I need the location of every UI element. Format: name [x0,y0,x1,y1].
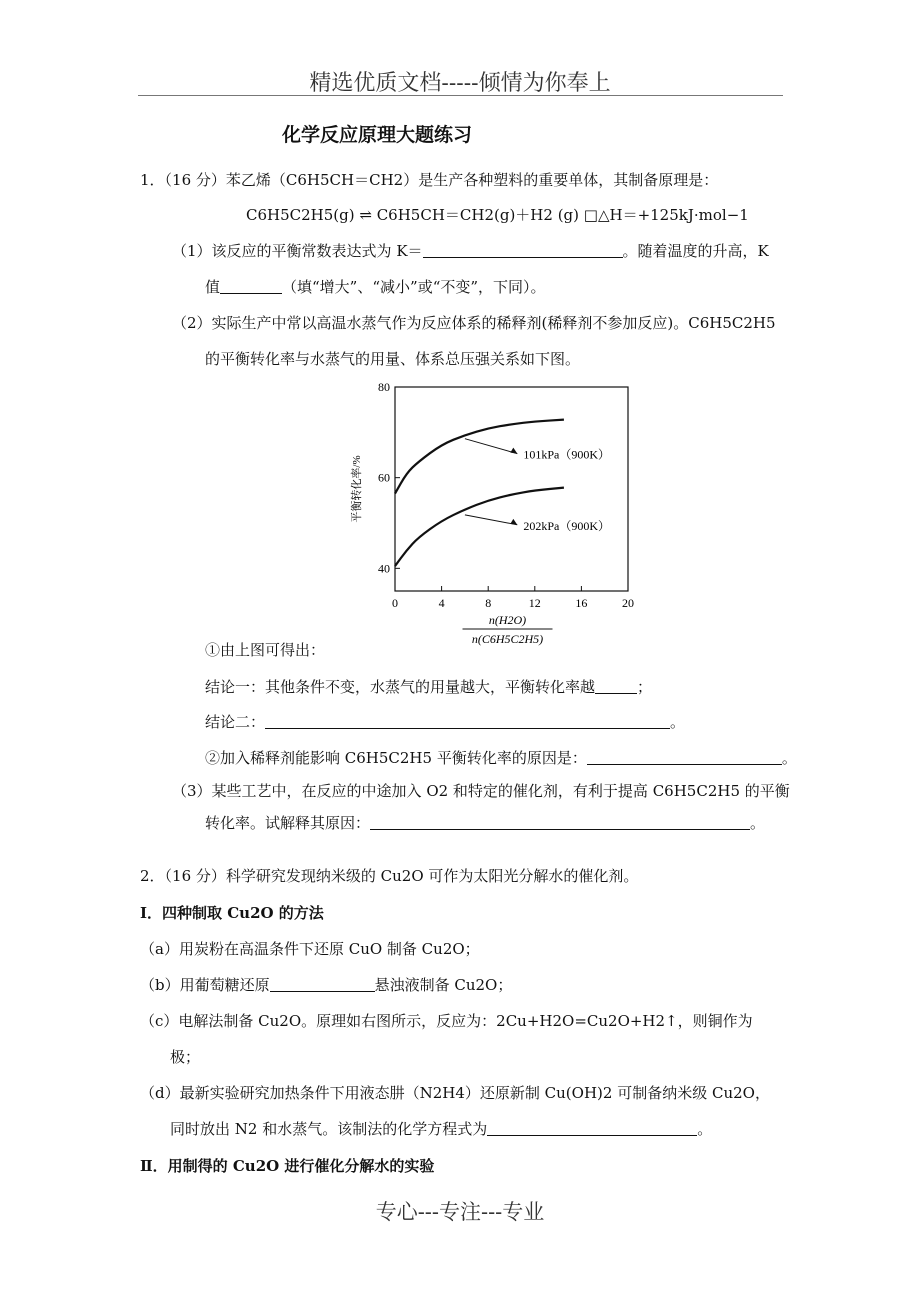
answer-blank-o2-reason[interactable] [370,815,750,830]
q2-item-c-line2: 极； [170,1048,201,1066]
q1-intro: 1．（16 分）苯乙烯（C6H5CH＝CH2）是生产各种塑料的重要单体，其制备原理是： [140,171,719,189]
series-label-1: 101kPa（900K） [523,447,610,462]
q2-item-d-line2: 同时放出 N2 和水蒸气。该制法的化学方程式为 。 [170,1120,713,1138]
q2-intro: 2．（16 分）科学研究发现纳米级的 Cu2O 可作为太阳光分解水的催化剂。 [140,867,639,885]
q1-part3-line1: （3）某些工艺中，在反应的中途加入 O2 和特定的催化剂，有利于提高 C6H5C2H5 的平衡 [172,782,790,800]
sub2-text: ②加入稀释剂能影响 C6H5C2H5 平衡转化率的原因是： [205,749,587,767]
q1-conclusion2: 结论二： 。 [205,713,686,731]
x-tick-label: 4 [438,596,445,610]
q1-conclusion1: 结论一：其他条件不变，水蒸气的用量越大，平衡转化率越 ； [205,678,653,696]
q1-part1-line1 [172,241,769,261]
q2-item-b [140,975,512,995]
series-label-2: 202kPa（900K） [523,518,610,533]
q1-part1-text-d: （填“增大”、“减小”或“不变”，下同）。 [282,278,546,296]
page-footer: 专心---专注---专业 [375,1200,545,1224]
q1-part2-line2: 的平衡转化率与水蒸气的用量、体系总压强关系如下图。 [205,350,581,368]
x-tick-label: 16 [575,596,588,610]
q1-equation: C6H5C2H5(g) ⇌ C6H5CH＝CH2(g)＋H2 (g) □△H＝+125kJ·mol−1 [246,206,749,224]
conclusion1-text: 结论一：其他条件不变，水蒸气的用量越大，平衡转化率越 [205,678,596,696]
q1-part1-text-c: 值 [205,278,221,296]
x-axis-label-numerator: n(H2O) [488,613,527,627]
series-arrow-2 [465,515,517,525]
q2-item-a: （a）用炭粉在高温条件下还原 CuO 制备 Cu2O； [140,940,480,958]
answer-blank-equation[interactable] [487,1121,697,1136]
q2-item-d-line1: （d）最新实验研究加热条件下用液态肼（N2H4）还原新制 Cu(OH)2 可制备纳米级 Cu2O， [140,1084,770,1102]
q2-item-c-line1: （c）电解法制备 Cu2O。原理如右图所示，反应为：2Cu+H2O=Cu2O+H2↑，则铜作为 [140,1012,753,1030]
answer-blank-conclusion2[interactable] [265,714,670,729]
q1-part1-text-b: 。随着温度的升高，K [622,242,769,260]
answer-blank-conclusion1[interactable] [595,679,637,694]
answer-blank-glucose-target[interactable] [270,977,375,992]
page-title: 化学反应原理大题练习 [282,124,473,146]
item-b-text-2: 悬浊液制备 Cu2O； [374,976,513,994]
x-axis-label-denominator: n(C6H5C2H5) [471,632,544,646]
q1-sub1: ①由上图可得出： [205,641,326,659]
item-d-text-2: 同时放出 N2 和水蒸气。该制法的化学方程式为 [170,1120,488,1138]
conversion-chart [340,378,660,648]
y-tick-label: 40 [378,561,390,576]
answer-blank-k-trend[interactable] [220,279,282,294]
x-tick-label: 12 [528,596,541,610]
answer-blank-diluent-reason[interactable] [587,750,782,765]
plot-frame [395,387,628,591]
answer-blank-k-expression[interactable] [423,243,623,258]
header-rule [138,95,783,96]
part3-text: 转化率。试解释其原因： [205,814,371,832]
y-axis-label: 平衡转化率/% [351,455,363,523]
q2-section2: Ⅱ．用制得的 Cu2O 进行催化分解水的实验 [140,1157,435,1175]
series-arrowhead-1 [510,448,517,454]
q2-section1: Ⅰ．四种制取 Cu2O 的方法 [140,904,324,922]
series-arrow-1 [465,439,517,454]
q1-part1-text-a: （1）该反应的平衡常数表达式为 K＝ [172,242,423,260]
q1-part3-line2: 转化率。试解释其原因： 。 [205,814,766,832]
x-tick-label: 0 [392,596,398,610]
x-tick-label: 20 [622,596,634,610]
q1-part1-line2 [205,277,546,297]
series-arrowhead-2 [510,519,517,525]
page-header: 精选优质文档-----倾情为你奉上 [309,71,611,96]
y-tick-label: 60 [378,470,390,485]
item-b-text-1: （b）用葡萄糖还原 [140,976,270,994]
x-tick-label: 8 [485,596,492,610]
q1-sub2: ②加入稀释剂能影响 C6H5C2H5 平衡转化率的原因是： 。 [205,749,797,767]
q1-part2-line1: （2）实际生产中常以高温水蒸气作为反应体系的稀释剂(稀释剂不参加反应)。C6H5C2H5 [172,314,776,332]
y-tick-label: 80 [378,380,390,394]
conclusion2-text: 结论二： [205,713,266,731]
